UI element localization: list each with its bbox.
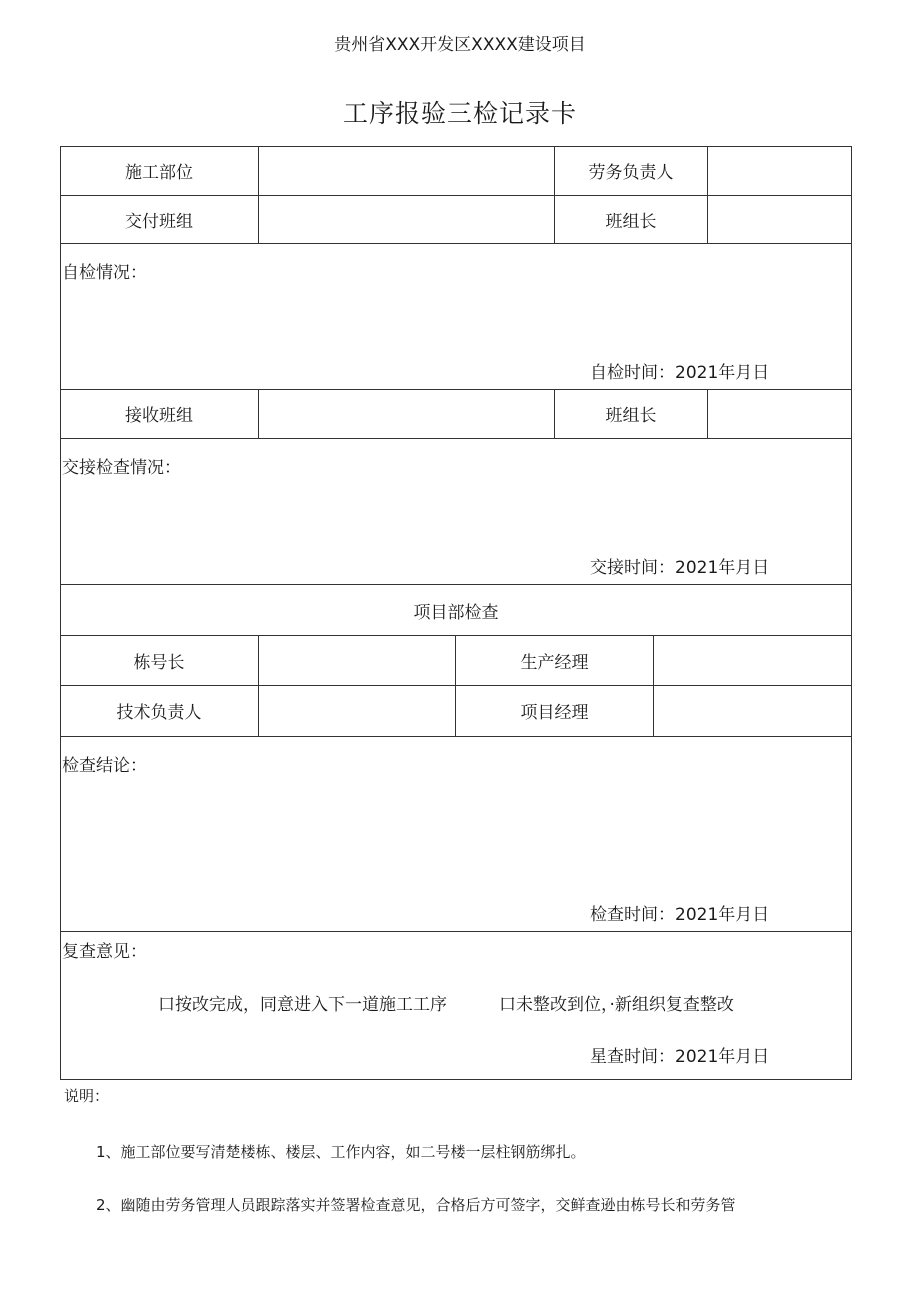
receiving-team-label: 接收班组 [125,406,193,426]
project-manager-field[interactable] [654,685,852,736]
receiving-team-leader-label: 班组长 [605,406,657,426]
project-check-title: 项目部检查 [413,602,499,623]
row-divider [60,736,852,737]
inspection-time: 检查时间：2021年月日 [590,905,770,925]
notes-title: 说明： [64,1087,110,1105]
labor-lead-field[interactable] [708,146,852,195]
recheck-option-approve[interactable]: 口按改完成，同意进入下一道施工工序 [158,995,447,1015]
construction-part-label: 施工部位 [125,163,193,183]
team-leader-label: 班组长 [605,211,657,232]
project-header: 贵州省XXX开发区XXXX建设项目 [334,35,586,55]
note-item: 1、施工部位要写清楚楼栋、楼层、工作内容，如二号楼一层柱钢筋绑扎。 [96,1143,586,1161]
labor-lead-label: 劳务负责人 [588,163,674,183]
handover-check-label: 交接检查情况： [62,458,181,478]
handover-team-label: 交付班组 [125,211,193,232]
self-check-time: 自检时间：2021年月日 [590,363,770,383]
building-lead-field[interactable] [259,635,455,685]
row-divider [60,931,852,932]
receiving-team-leader-field[interactable] [708,389,852,438]
team-leader-field[interactable] [708,195,852,243]
tech-lead-label: 技术负责人 [116,703,202,723]
tech-lead-field[interactable] [259,685,455,736]
page-title: 工序报验三检记录卡 [342,99,577,128]
recheck-time: 星查时间：2021年月日 [590,1047,770,1067]
receiving-team-field[interactable] [259,389,554,438]
production-manager-label: 生产经理 [520,652,589,673]
building-lead-label: 栋号长 [133,652,185,673]
project-manager-label: 项目经理 [520,703,589,723]
self-check-label: 自检情况： [62,263,147,283]
handover-team-field[interactable] [259,195,554,243]
inspection-conclusion-label: 检查结论： [62,756,147,776]
row-divider [60,243,852,244]
construction-part-field[interactable] [259,146,554,195]
production-manager-field[interactable] [654,635,852,685]
handover-time: 交接时间：2021年月日 [590,558,770,578]
row-divider [60,438,852,439]
recheck-option-reinspect[interactable]: 口未整改到位，·新组织复查整改 [499,995,734,1015]
recheck-label: 复查意见： [62,942,147,962]
note-item: 2、幽随由劳务管理人员跟踪落实并签署检查意见，合格后方可签字，交鲜查逊由栋号长和劳务管 [96,1196,736,1214]
